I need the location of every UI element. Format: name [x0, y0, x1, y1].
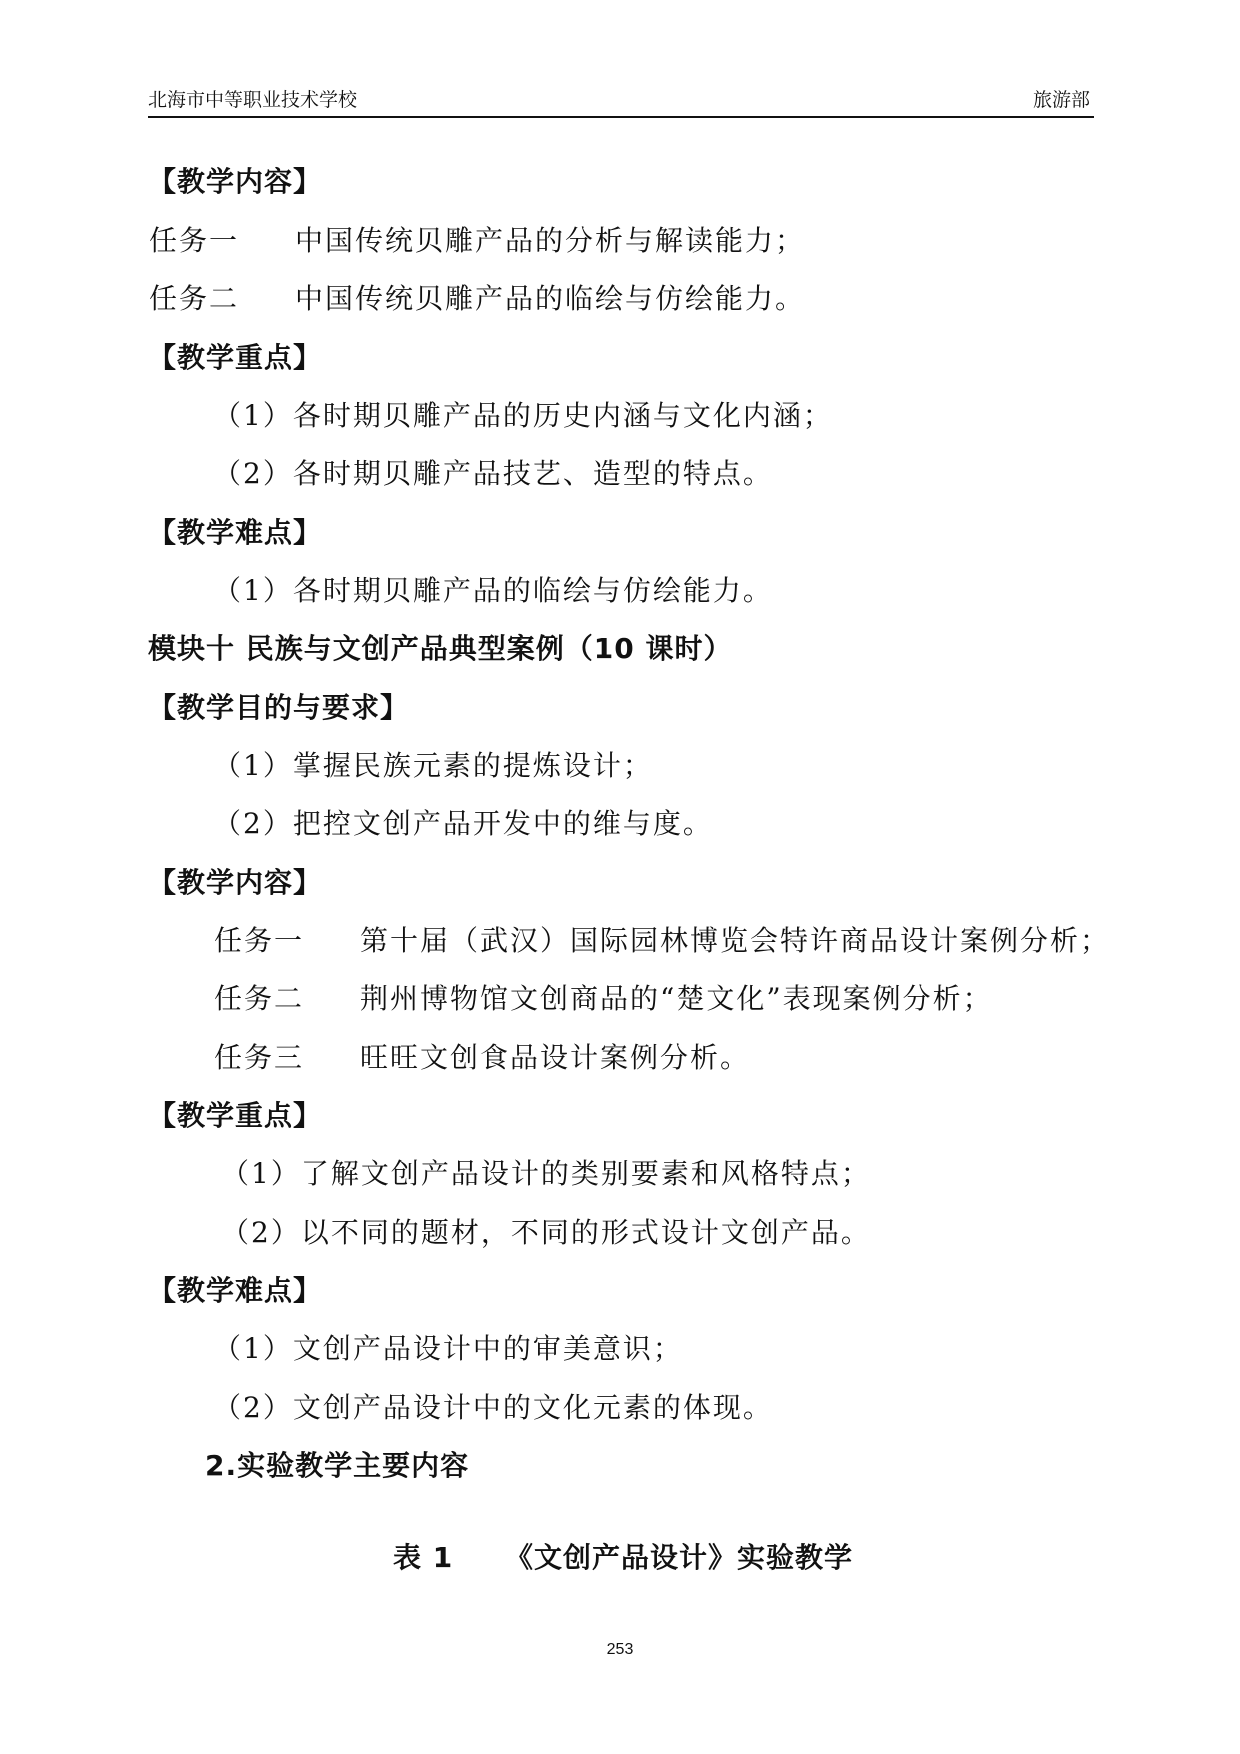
key-point: （2）各时期贝雕产品技艺、造型的特点。 — [213, 457, 773, 490]
section-heading-difficulties: 【教学难点】 — [148, 516, 323, 549]
school-name: 北海市中等职业技术学校 — [148, 89, 358, 111]
page-header — [148, 86, 1094, 118]
table-number: 表 1 — [393, 1541, 454, 1574]
task-line — [214, 923, 1110, 959]
task-text: 第十届（武汉）国际园林博览会特许商品设计案例分析； — [360, 924, 1111, 957]
task-line — [149, 223, 805, 259]
task-text: 旺旺文创食品设计案例分析。 — [360, 1041, 751, 1074]
task-text: 中国传统贝雕产品的临绘与仿绘能力。 — [295, 282, 806, 315]
task-line — [214, 1040, 750, 1076]
department-name: 旅游部 — [1032, 89, 1090, 111]
section-heading-key-points: 【教学重点】 — [148, 1099, 323, 1132]
section-heading-key-points: 【教学重点】 — [148, 341, 323, 374]
key-point: （1）了解文创产品设计的类别要素和风格特点； — [221, 1157, 871, 1190]
task-label: 任务二 — [214, 982, 305, 1015]
task-text: 荆州博物馆文创商品的“楚文化”表现案例分析； — [360, 982, 993, 1015]
goal-point: （1）掌握民族元素的提炼设计； — [213, 749, 653, 782]
section-heading-content: 【教学内容】 — [148, 866, 323, 899]
module-title: 模块十 民族与文创产品典型案例（10 课时） — [148, 632, 733, 665]
task-label: 任务二 — [149, 282, 240, 315]
task-text: 中国传统贝雕产品的分析与解读能力； — [295, 224, 806, 257]
key-point: （1）各时期贝雕产品的历史内涵与文化内涵； — [213, 399, 833, 432]
key-point: （2）以不同的题材，不同的形式设计文创产品。 — [221, 1216, 871, 1249]
difficulty-point: （2）文创产品设计中的文化元素的体现。 — [213, 1391, 773, 1424]
difficulty-point: （1）文创产品设计中的审美意识； — [213, 1332, 683, 1365]
section-heading-difficulties: 【教学难点】 — [148, 1274, 323, 1307]
section-heading-content: 【教学内容】 — [148, 165, 323, 198]
section-heading-goals: 【教学目的与要求】 — [148, 691, 410, 724]
goal-point: （2）把控文创产品开发中的维与度。 — [213, 807, 713, 840]
table-title: 《文创产品设计》实验教学 — [505, 1541, 854, 1574]
experiment-heading: 2.实验教学主要内容 — [205, 1449, 470, 1482]
task-label: 任务一 — [149, 224, 240, 257]
table-caption — [393, 1540, 853, 1576]
task-label: 任务一 — [214, 924, 305, 957]
task-label: 任务三 — [214, 1041, 305, 1074]
page-number: 253 — [606, 1641, 634, 1658]
task-line — [214, 981, 993, 1017]
difficulty-point: （1）各时期贝雕产品的临绘与仿绘能力。 — [213, 574, 773, 607]
task-line — [149, 281, 805, 317]
